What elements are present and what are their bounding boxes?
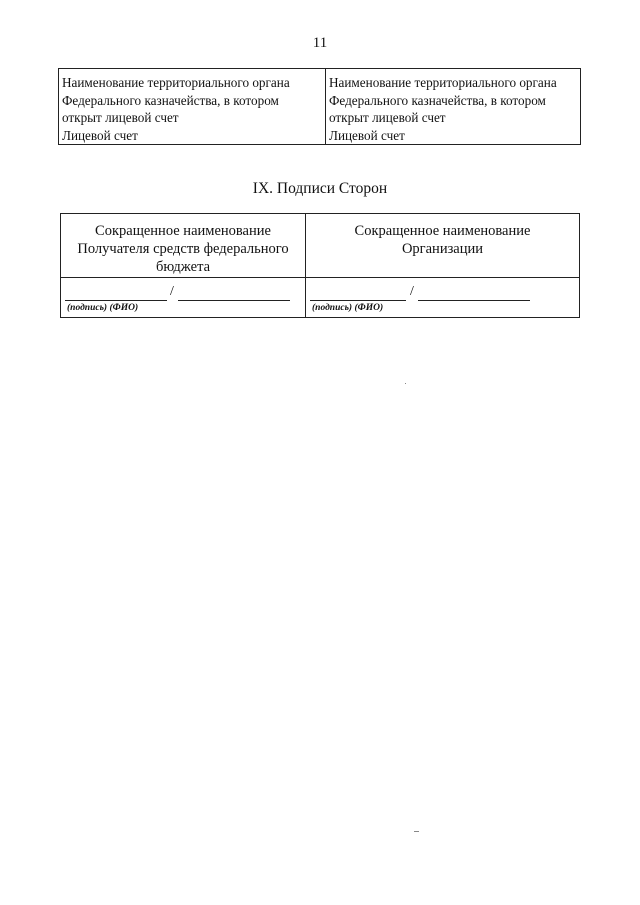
bank-details-right-line: открыт лицевой счет bbox=[329, 110, 446, 126]
bank-details-left-line: Наименование территориального органа bbox=[62, 75, 290, 90]
signatures-header-row bbox=[61, 214, 579, 278]
bank-details-left-line: Федерального казначейства, в котором bbox=[62, 92, 279, 108]
bank-details-left-cell bbox=[59, 69, 326, 144]
bank-details-right-line: Лицевой счет bbox=[329, 127, 405, 143]
bank-details-left-line: Лицевой счет bbox=[62, 127, 138, 143]
organization-signature-cell bbox=[306, 278, 579, 317]
bank-details-left-line: открыт лицевой счет bbox=[62, 110, 179, 126]
bank-details-right-line: Федерального казначейства, в котором bbox=[329, 92, 546, 108]
section-title: IX. Подписи Сторон bbox=[252, 180, 388, 197]
signatures-body-row bbox=[61, 278, 579, 317]
recipient-heading bbox=[61, 214, 306, 277]
scan-speck bbox=[405, 383, 406, 384]
recipient-heading-line: Сокращенное наименование bbox=[95, 223, 271, 239]
full-name-line[interactable] bbox=[418, 300, 530, 301]
organization-heading-line: Сокращенное наименование bbox=[354, 223, 531, 239]
recipient-heading-line: бюджета bbox=[155, 259, 211, 275]
full-name-line[interactable] bbox=[178, 300, 290, 301]
scan-speck bbox=[414, 831, 419, 832]
signatures-table bbox=[60, 213, 580, 318]
recipient-heading-line: Получателя средств федерального bbox=[77, 241, 289, 257]
signature-caption: (подпись) (ФИО) bbox=[312, 303, 384, 313]
page-number: 11 bbox=[312, 35, 328, 51]
bank-details-table bbox=[58, 68, 581, 145]
signature-slash: / bbox=[410, 284, 414, 299]
signature-line[interactable] bbox=[310, 300, 406, 301]
organization-heading bbox=[306, 214, 579, 277]
bank-details-right-line: Наименование территориального органа bbox=[329, 75, 557, 90]
bank-details-right-cell bbox=[326, 69, 580, 144]
recipient-signature-cell bbox=[61, 278, 306, 317]
signature-slash: / bbox=[170, 284, 174, 299]
signature-line[interactable] bbox=[65, 300, 167, 301]
signature-caption: (подпись) (ФИО) bbox=[67, 303, 139, 313]
organization-heading-line: Организации bbox=[401, 241, 484, 257]
